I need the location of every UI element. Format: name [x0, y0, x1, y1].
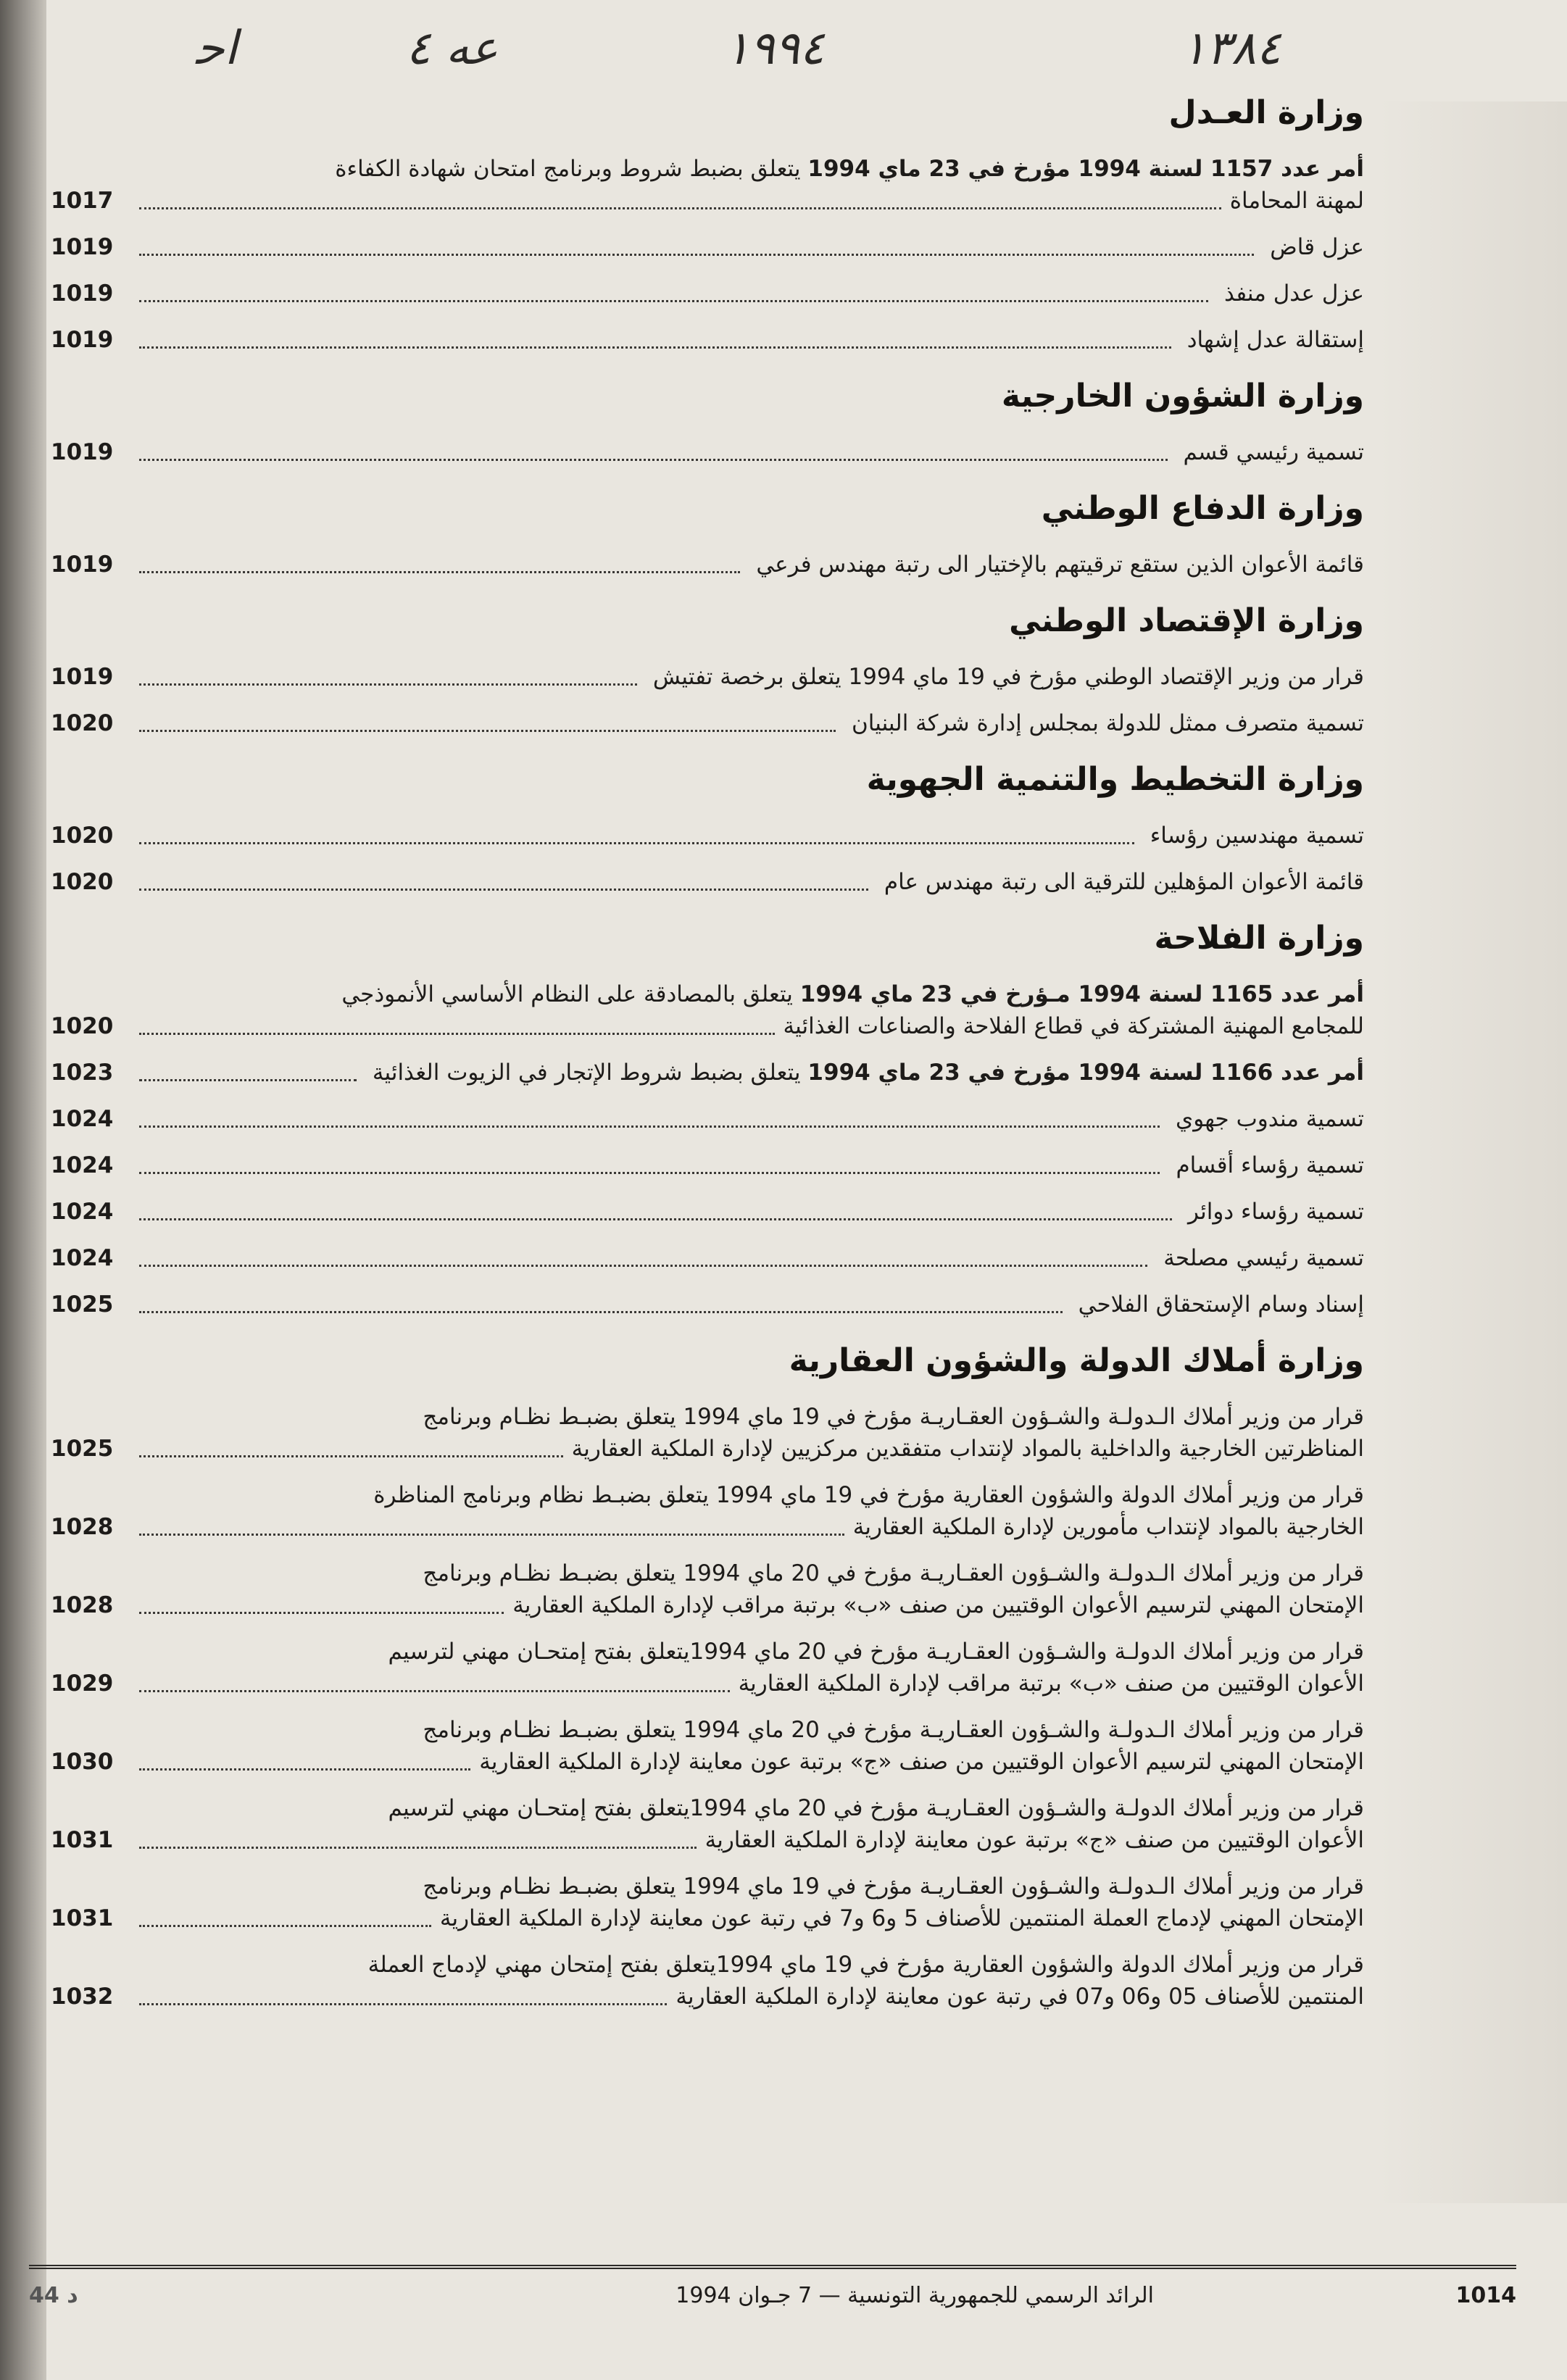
entry-page-number: 1028 — [51, 1592, 114, 1618]
entry-text: قرار من وزير أملاك الدولة والشؤون العقارية مؤرخ في 19 ماي 1994يتعلق بفتح إمتحان مهني لإدماج العملة — [367, 1952, 1364, 1978]
ministry-title: وزارة الإقتصاد الوطني — [1009, 602, 1364, 639]
entry-title — [1071, 1289, 1364, 1320]
entry-page-number: 1019 — [51, 664, 114, 690]
entry-text: تسمية رؤساء دوائر — [1188, 1199, 1364, 1225]
handwritten-mark-center: ﻋﻪ ٤ — [406, 22, 499, 75]
table-of-contents — [51, 94, 1364, 2034]
entry-last-line: المنتمين للأصناف 05 و06 و07 في رتبة عون معاينة لإدارة الملكية العقارية — [676, 1984, 1364, 2010]
dot-leader — [139, 842, 1134, 844]
entry-text: قرار من وزير أملاك الـدولـة والشـؤون العقـاريـة مؤرخ في 19 ماي 1994 يتعلق بضبـط نظـام وبرنامج — [423, 1404, 1364, 1430]
entry-text: تسمية رؤساء أقسام — [1176, 1152, 1364, 1178]
handwritten-mark-left: ﺍﺣ — [196, 22, 238, 75]
dot-leader — [139, 571, 740, 573]
entry-first-line — [51, 153, 1364, 185]
entry-text: قرار من وزير أملاك الـدولـة والشـؤون العقـاريـة مؤرخ في 20 ماي 1994 يتعلق بضبـط نظـام وبرنامج — [423, 1560, 1364, 1586]
entry-page-number: 1020 — [51, 823, 114, 849]
toc-entry — [51, 1103, 1364, 1135]
entry-page-number: 1020 — [51, 710, 114, 736]
toc-entry-multiline — [51, 1557, 1364, 1621]
toc-entry — [51, 278, 1364, 309]
entry-title — [877, 866, 1364, 898]
entry-text: تسمية مندوب جهوي — [1175, 1106, 1364, 1132]
scan-binding-edge — [0, 0, 46, 2380]
toc-entry-multiline — [51, 1714, 1364, 1778]
bleed-through-shadow — [1379, 101, 1567, 2203]
entry-page-number: 1024 — [51, 1199, 114, 1225]
entry-last-line: المناظرتين الخارجية والداخلية بالمواد لإنتداب متفقدين مركزيين لإدارة الملكية العقارية — [571, 1436, 1364, 1462]
entry-text: قرار من وزير أملاك الـدولـة والشـؤون العقـاريـة مؤرخ في 19 ماي 1994 يتعلق بضبـط نظـام وبرنامج — [423, 1873, 1364, 1900]
toc-entry-multiline — [51, 1636, 1364, 1699]
entry-text: قائمة الأعوان الذين ستقع ترقيتهم بالإختيار الى رتبة مهندس فرعي — [756, 552, 1364, 578]
entry-first-line — [51, 978, 1364, 1010]
toc-entry-multiline — [51, 1401, 1364, 1465]
entry-first-line — [51, 1479, 1364, 1511]
entry-page-number: 1020 — [51, 1013, 114, 1039]
ministry-title: وزارة الدفاع الوطني — [1041, 490, 1364, 527]
entry-page-number: 1019 — [51, 280, 114, 307]
entry-first-line — [51, 1401, 1364, 1433]
entry-page-number: 1030 — [51, 1749, 114, 1775]
dot-leader — [139, 300, 1208, 302]
entry-text: قرار من وزير أملاك الدولـة والشـؤون العقـاريـة مؤرخ في 20 ماي 1994يتعلق بفتح إمتحـان مهني لترسيم — [388, 1795, 1364, 1821]
entry-text: قائمة الأعوان المؤهلين للترقية الى رتبة مهندس عام — [884, 869, 1364, 895]
entry-text: يتعلق بضبط شروط وبرنامج امتحان شهادة الكفاءة — [335, 156, 801, 182]
entry-page-number: 1020 — [51, 869, 114, 895]
handwritten-annotations — [0, 22, 1567, 94]
dot-leader — [139, 1455, 563, 1457]
entry-page-number: 1031 — [51, 1905, 114, 1931]
entry-page-number: 1032 — [51, 1984, 114, 2010]
toc-entry-multiline — [51, 978, 1364, 1042]
ministry-title: وزارة الفلاحة — [1154, 920, 1364, 957]
entry-page-number: 1017 — [51, 188, 114, 214]
dot-leader — [139, 1218, 1172, 1220]
entry-decree-ref: أمر عدد 1157 لسنة 1994 مؤرخ في 23 ماي 1994 — [807, 156, 1364, 182]
entry-first-line — [51, 1557, 1364, 1589]
entry-page-number: 1019 — [51, 439, 114, 465]
toc-entry — [51, 324, 1364, 356]
entry-text: قرار من وزير الإقتصاد الوطني مؤرخ في 19 ماي 1994 يتعلق برخصة تفتيش — [652, 664, 1364, 690]
ministry-section — [51, 378, 1364, 468]
ministry-title: وزارة أملاك الدولة والشؤون العقارية — [789, 1342, 1364, 1379]
toc-entry — [51, 1196, 1364, 1228]
entry-text: قرار من وزير أملاك الـدولـة والشـؤون العقـاريـة مؤرخ في 20 ماي 1994 يتعلق بضبـط نظـام وبرنامج — [423, 1717, 1364, 1743]
entry-title — [1263, 231, 1364, 263]
entry-page-number: 1028 — [51, 1514, 114, 1540]
entry-page-number: 1023 — [51, 1060, 114, 1086]
dot-leader — [139, 1925, 431, 1927]
dot-leader — [139, 1311, 1063, 1313]
toc-entry — [51, 707, 1364, 739]
entry-title — [749, 549, 1364, 581]
entry-page-number: 1019 — [51, 234, 114, 260]
toc-entry — [51, 1149, 1364, 1181]
entry-last-line: الإمتحان المهني لترسيم الأعوان الوقتيين من صنف «ج» برتبة عون معاينة لإدارة الملكية العقارية — [479, 1749, 1364, 1775]
footer-page-number: 1014 — [1455, 2283, 1516, 2308]
toc-entry-multiline — [51, 1792, 1364, 1856]
entry-first-line — [51, 1871, 1364, 1902]
toc-entry — [51, 1242, 1364, 1274]
entry-text: تسمية مهندسين رؤساء — [1150, 823, 1364, 849]
entry-text: عزل قاض — [1270, 234, 1364, 260]
entry-title — [844, 707, 1364, 739]
entry-last-line: الإمتحان المهني لترسيم الأعوان الوقتيين من صنف «ب» برتبة مراقب لإدارة الملكية العقارية — [512, 1592, 1364, 1618]
dot-leader — [139, 459, 1168, 461]
entry-page-number: 1025 — [51, 1436, 114, 1462]
entry-title — [1168, 1149, 1364, 1181]
entry-text: تسمية رئيسي مصلحة — [1163, 1245, 1364, 1271]
dot-leader — [139, 1125, 1160, 1128]
entry-text: تسمية متصرف ممثل للدولة بمجلس إدارة شركة البنيان — [852, 710, 1364, 736]
entry-page-number: 1024 — [51, 1152, 114, 1178]
dot-leader — [139, 207, 1221, 209]
page-footer — [29, 2283, 1516, 2326]
entry-page-number: 1025 — [51, 1291, 114, 1318]
footer-journal-title: الرائد الرسمي للجمهورية التونسية — 7 جـوان 1994 — [676, 2283, 1154, 2308]
footer-side-mark: 44 د — [29, 2283, 78, 2308]
entry-text: قرار من وزير أملاك الدولـة والشـؤون العقـاريـة مؤرخ في 20 ماي 1994يتعلق بفتح إمتحـان مهني لترسيم — [388, 1639, 1364, 1665]
ministry-title: وزارة التخطيط والتنمية الجهوية — [866, 761, 1364, 798]
dot-leader — [139, 2003, 667, 2005]
entry-title — [1156, 1242, 1364, 1274]
dot-leader — [139, 346, 1171, 349]
toc-entry — [51, 1289, 1364, 1320]
dot-leader — [139, 1612, 504, 1614]
entry-page-number: 1031 — [51, 1827, 114, 1853]
dot-leader — [139, 1079, 357, 1081]
ministry-section — [51, 761, 1364, 898]
dot-leader — [139, 1172, 1160, 1174]
ministry-title: وزارة العـدل — [1168, 94, 1364, 131]
entry-page-number: 1024 — [51, 1245, 114, 1271]
ministry-title: وزارة الشؤون الخارجية — [1001, 378, 1364, 415]
entry-page-number: 1024 — [51, 1106, 114, 1132]
entry-text: إسناد وسام الإستحقاق الفلاحي — [1078, 1291, 1364, 1318]
toc-entry — [51, 231, 1364, 263]
entry-page-number: 1019 — [51, 327, 114, 353]
entry-first-line — [51, 1792, 1364, 1824]
dot-leader — [139, 1847, 697, 1849]
entry-title — [1181, 1196, 1364, 1228]
entry-last-line: الإمتحان المهني لإدماج العملة المنتمين للأصناف 5 و6 و7 في رتبة عون معاينة لإدارة الملكية العقارية — [439, 1905, 1364, 1931]
entry-text: عزل عدل منفذ — [1223, 280, 1364, 307]
toc-entry — [51, 820, 1364, 852]
entry-title — [1180, 324, 1364, 356]
dot-leader — [139, 1534, 844, 1536]
dot-leader — [139, 683, 637, 686]
entry-text: إستقالة عدل إشهاد — [1186, 327, 1364, 353]
entry-text: يتعلق بالمصادقة على النظام الأساسي الأنموذجي — [341, 981, 793, 1007]
entry-text: تسمية رئيسي قسم — [1183, 439, 1364, 465]
entry-page-number: 1029 — [51, 1670, 114, 1697]
entry-decree-ref: أمر عدد 1165 لسنة 1994 مـؤرخ في 23 ماي 1994 — [799, 981, 1364, 1007]
entry-decree-ref: أمر عدد 1166 لسنة 1994 مؤرخ في 23 ماي 1994 — [807, 1060, 1364, 1086]
entry-page-number: 1019 — [51, 552, 114, 578]
entry-title — [646, 661, 1364, 693]
toc-entry — [51, 661, 1364, 693]
ministry-section — [51, 602, 1364, 739]
entry-first-line — [51, 1636, 1364, 1668]
toc-entry-multiline — [51, 1479, 1364, 1543]
dot-leader — [139, 889, 868, 891]
toc-entry — [51, 866, 1364, 898]
toc-entry — [51, 436, 1364, 468]
entry-last-line: للمجامع المهنية المشتركة في قطاع الفلاحة والصناعات الغذائية — [783, 1013, 1364, 1039]
ministry-section — [51, 94, 1364, 356]
toc-entry-multiline — [51, 1949, 1364, 2013]
toc-entry — [51, 1057, 1364, 1089]
ministry-section — [51, 920, 1364, 1320]
entry-title — [365, 1057, 1364, 1089]
entry-title — [1143, 820, 1364, 852]
entry-title — [1168, 1103, 1364, 1135]
footer-rule — [29, 2265, 1516, 2269]
dot-leader — [139, 254, 1254, 256]
handwritten-year: ١٩٩٤ — [725, 22, 825, 75]
entry-title — [1217, 278, 1364, 309]
entry-first-line — [51, 1714, 1364, 1746]
entry-text: يتعلق بضبط شروط الإتجار في الزيوت الغذائية — [372, 1060, 801, 1086]
dot-leader — [139, 730, 836, 732]
toc-entry-multiline — [51, 153, 1364, 217]
entry-last-line: لمهنة المحاماة — [1229, 188, 1364, 214]
entry-last-line: الخارجية بالمواد لإنتداب مأمورين لإدارة الملكية العقارية — [852, 1514, 1364, 1540]
dot-leader — [139, 1768, 470, 1771]
toc-entry-multiline — [51, 1871, 1364, 1934]
entry-last-line: الأعوان الوقتيين من صنف «ج» برتبة عون معاينة لإدارة الملكية العقارية — [704, 1827, 1364, 1853]
entry-first-line — [51, 1949, 1364, 1981]
entry-title — [1176, 436, 1364, 468]
dot-leader — [139, 1265, 1147, 1267]
dot-leader — [139, 1690, 730, 1692]
dot-leader — [139, 1033, 775, 1035]
toc-entry — [51, 549, 1364, 581]
ministry-section — [51, 1342, 1364, 2013]
handwritten-number: ١٣٨٤ — [1181, 22, 1281, 75]
entry-text: قرار من وزير أملاك الدولة والشؤون العقارية مؤرخ في 19 ماي 1994 يتعلق بضبـط نظام وبرنامج المناظرة — [373, 1482, 1364, 1508]
ministry-section — [51, 490, 1364, 581]
entry-last-line: الأعوان الوقتيين من صنف «ب» برتبة مراقب لإدارة الملكية العقارية — [738, 1670, 1364, 1697]
